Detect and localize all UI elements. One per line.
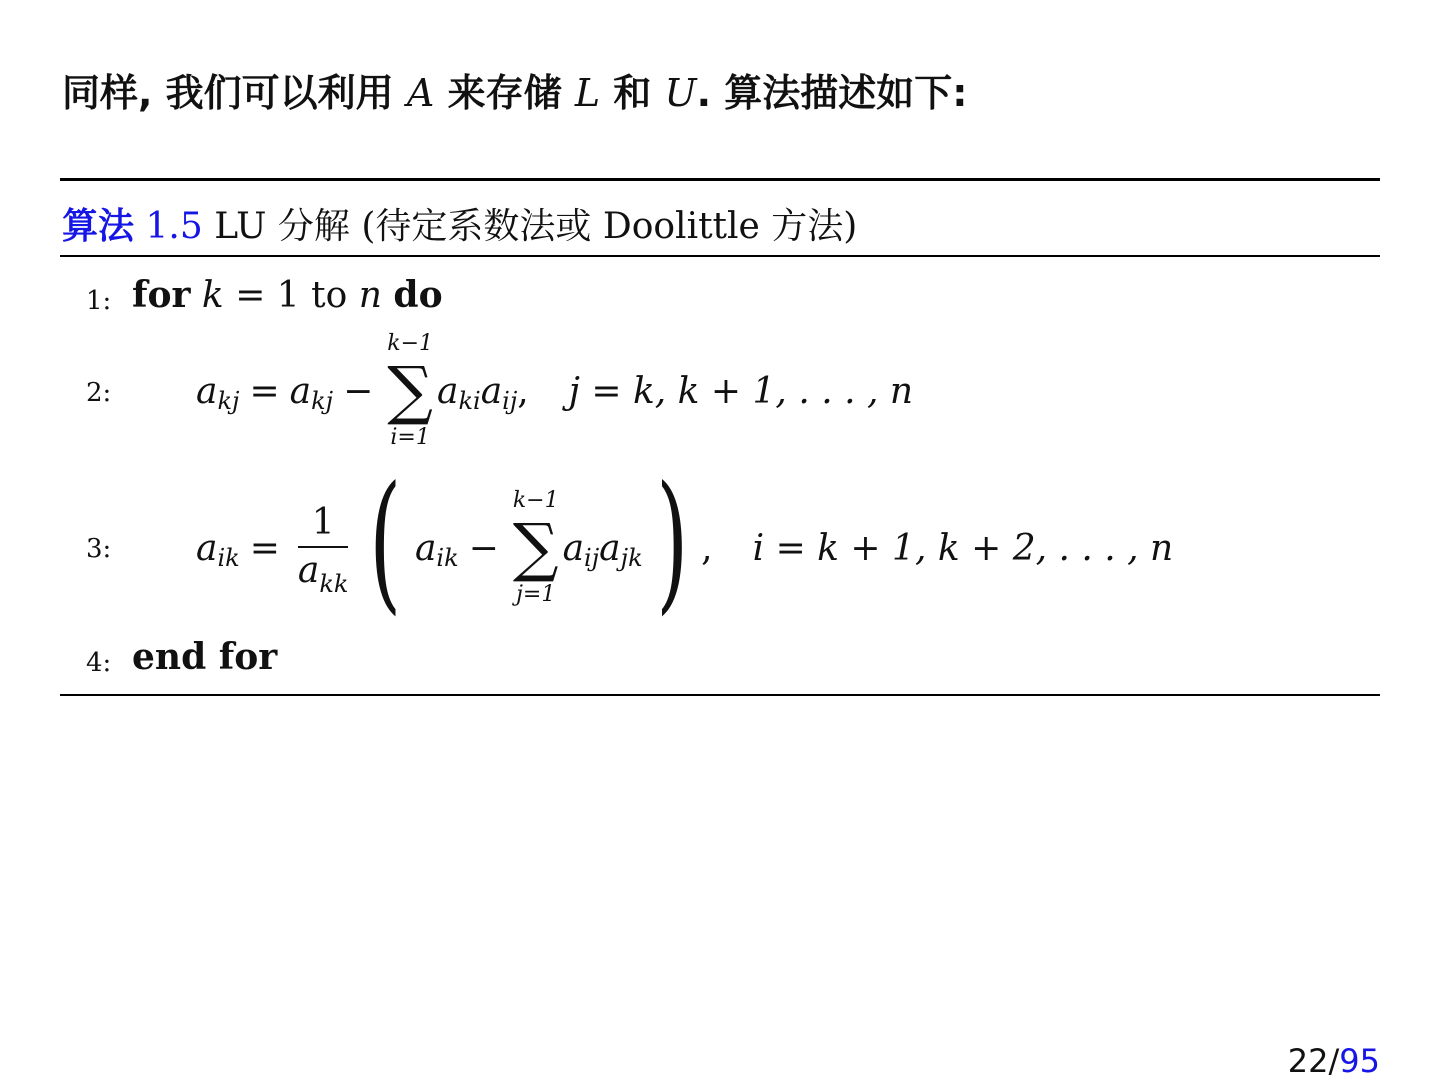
- algorithm-number: 1.5: [145, 206, 203, 247]
- fraction: [298, 500, 349, 597]
- term: a: [437, 370, 459, 412]
- subscript: ik: [217, 544, 240, 572]
- intro-part: 同样, 我们可以利用: [62, 71, 407, 115]
- sum-upper-limit: k−1: [387, 331, 434, 356]
- summation: [387, 329, 433, 453]
- page-number: [1288, 1042, 1380, 1080]
- subscript: jk: [620, 544, 643, 572]
- algorithm-title: LU 分解 (待定系数法或 Doolittle 方法): [214, 206, 858, 247]
- sigma-symbol: ∑: [387, 354, 433, 428]
- subscript: ik: [436, 544, 459, 572]
- subscript: ij: [584, 544, 600, 572]
- matrix-l: L: [574, 71, 601, 115]
- keyword-to: to: [311, 275, 348, 316]
- init-value: = 1: [235, 275, 300, 316]
- intro-part: 和: [600, 71, 665, 115]
- sum-upper-limit: k−1: [512, 488, 559, 513]
- line-number: 1:: [86, 286, 112, 316]
- subscript: ki: [458, 387, 481, 415]
- subscript: kj: [217, 387, 240, 415]
- var-n: n: [358, 275, 382, 316]
- operator: −: [468, 527, 499, 569]
- index-range: i = k + 1, k + 2, . . . , n: [752, 527, 1174, 569]
- line-number: 2:: [86, 378, 112, 408]
- matrix-a: A: [406, 71, 435, 115]
- intro-text: [62, 62, 967, 117]
- sum-lower-limit: j=1: [516, 582, 556, 607]
- term: a: [599, 527, 621, 569]
- comma: ,: [701, 527, 713, 569]
- algorithm-caption: [62, 198, 857, 249]
- matrix-u: U: [664, 71, 697, 115]
- keyword-do: do: [393, 274, 443, 316]
- line-number: 3:: [86, 534, 112, 564]
- algorithm-label: 算法: [62, 206, 135, 247]
- sum-lower-limit: i=1: [390, 425, 430, 450]
- term: a: [297, 549, 320, 591]
- operator: −: [343, 370, 374, 412]
- term: a: [196, 370, 218, 412]
- sigma-symbol: ∑: [512, 511, 559, 585]
- denominator: [298, 548, 349, 597]
- keyword-end-for: end for: [132, 636, 278, 678]
- subscript: kj: [311, 387, 334, 415]
- page-current: 22: [1287, 1042, 1329, 1080]
- algorithm-bottom-rule: [60, 694, 1380, 696]
- intro-part: 来存储: [434, 71, 575, 115]
- line-number: 4:: [86, 648, 112, 678]
- right-paren: ): [655, 455, 688, 629]
- page-separator: /: [1328, 1042, 1340, 1080]
- term: a: [480, 370, 503, 412]
- formula-l-column: [196, 455, 1174, 629]
- intro-part: . 算法描述如下:: [696, 71, 968, 115]
- operator: =: [249, 370, 280, 412]
- keyword-for: for: [132, 274, 191, 316]
- subscript: ij: [502, 387, 518, 415]
- formula-u-row: [196, 326, 913, 456]
- algorithm-mid-rule: [60, 255, 1380, 257]
- term: a: [414, 527, 437, 569]
- operator: =: [249, 527, 280, 569]
- index-range: j = k, k + 1, . . . , n: [568, 370, 914, 412]
- var-k: k: [201, 275, 224, 316]
- left-paren: (: [369, 455, 402, 629]
- summation: [513, 486, 559, 610]
- page-total-link[interactable]: 95: [1339, 1042, 1380, 1080]
- algorithm-top-rule: [60, 178, 1380, 181]
- term: a: [562, 527, 585, 569]
- term: a: [196, 527, 218, 569]
- numerator: 1: [311, 501, 335, 543]
- subscript: kk: [319, 569, 349, 598]
- term: a: [289, 370, 312, 412]
- comma: ,: [517, 370, 529, 412]
- for-statement: [132, 274, 443, 316]
